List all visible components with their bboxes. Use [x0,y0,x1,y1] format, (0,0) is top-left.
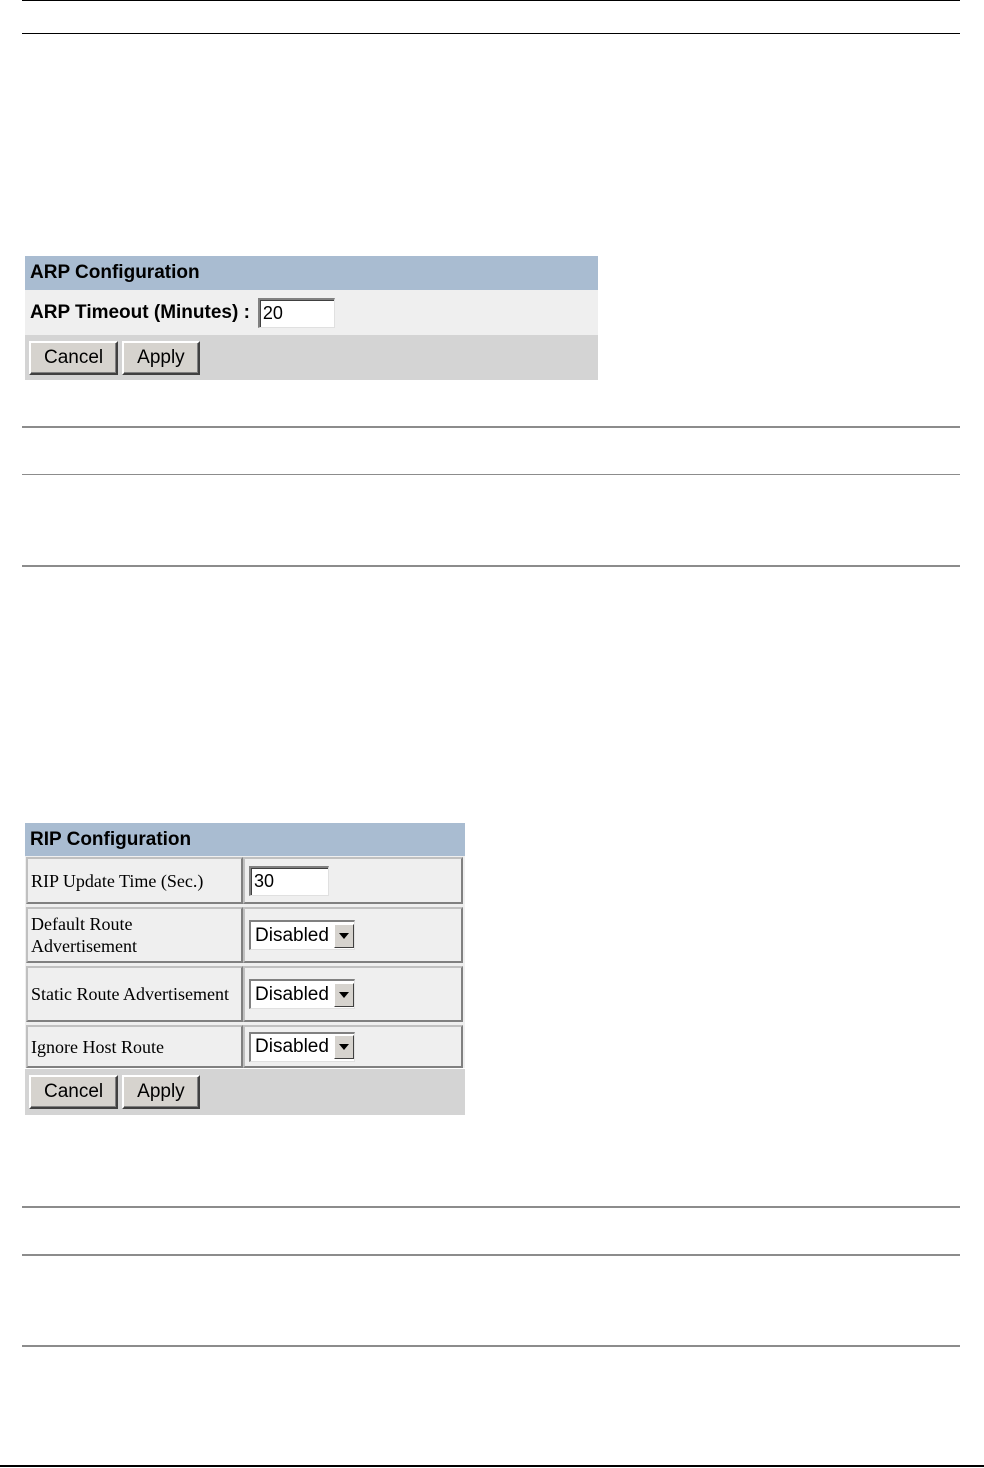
arp-button-bar [25,335,598,380]
divider [22,1206,960,1208]
rip-settings-table [25,856,465,1068]
static-route-advertisement-select[interactable] [249,979,355,1009]
default-route-advertisement-label: Default Route Advertisement [26,907,243,963]
default-route-advertisement-select[interactable] [249,920,355,950]
arp-timeout-label: ARP Timeout (Minutes) : [30,301,250,323]
rip-update-time-row [26,857,464,904]
top-rule-2 [22,33,960,34]
ignore-host-route-row [26,1025,464,1068]
ignore-host-route-value: Disabled [255,1036,329,1057]
divider [22,426,960,428]
ignore-host-route-label: Ignore Host Route [26,1025,243,1068]
static-route-advertisement-cell [243,966,463,1022]
chevron-down-icon[interactable] [334,1035,354,1059]
divider [22,474,960,475]
rip-apply-button[interactable]: Apply [122,1075,200,1109]
arp-timeout-input[interactable] [258,298,335,328]
divider [22,1345,960,1347]
default-route-advertisement-cell [243,907,463,963]
ignore-host-route-select[interactable] [249,1032,355,1062]
default-route-advertisement-row [26,907,464,963]
static-route-advertisement-value: Disabled [255,983,329,1005]
rip-panel-title: RIP Configuration [25,823,465,856]
arp-timeout-row [25,290,598,335]
divider [22,1254,960,1256]
rip-update-time-cell [243,857,463,904]
arp-panel-title: ARP Configuration [25,256,598,290]
rip-configuration-panel [25,823,465,1115]
arp-configuration-panel [25,256,598,380]
divider [22,565,960,567]
rip-button-bar [25,1069,465,1115]
arp-cancel-button[interactable]: Cancel [29,341,118,375]
rip-cancel-button[interactable]: Cancel [29,1075,118,1109]
top-rule-1 [22,0,960,1]
bottom-rule [0,1465,984,1467]
rip-update-time-input[interactable] [249,866,329,896]
ignore-host-route-cell [243,1025,463,1068]
arp-apply-button[interactable]: Apply [122,341,200,375]
static-route-advertisement-row [26,966,464,1022]
chevron-down-icon[interactable] [334,983,354,1007]
rip-update-time-label: RIP Update Time (Sec.) [26,857,243,904]
default-route-advertisement-value: Disabled [255,924,329,946]
static-route-advertisement-label: Static Route Advertisement [26,966,243,1022]
chevron-down-icon[interactable] [334,924,354,948]
